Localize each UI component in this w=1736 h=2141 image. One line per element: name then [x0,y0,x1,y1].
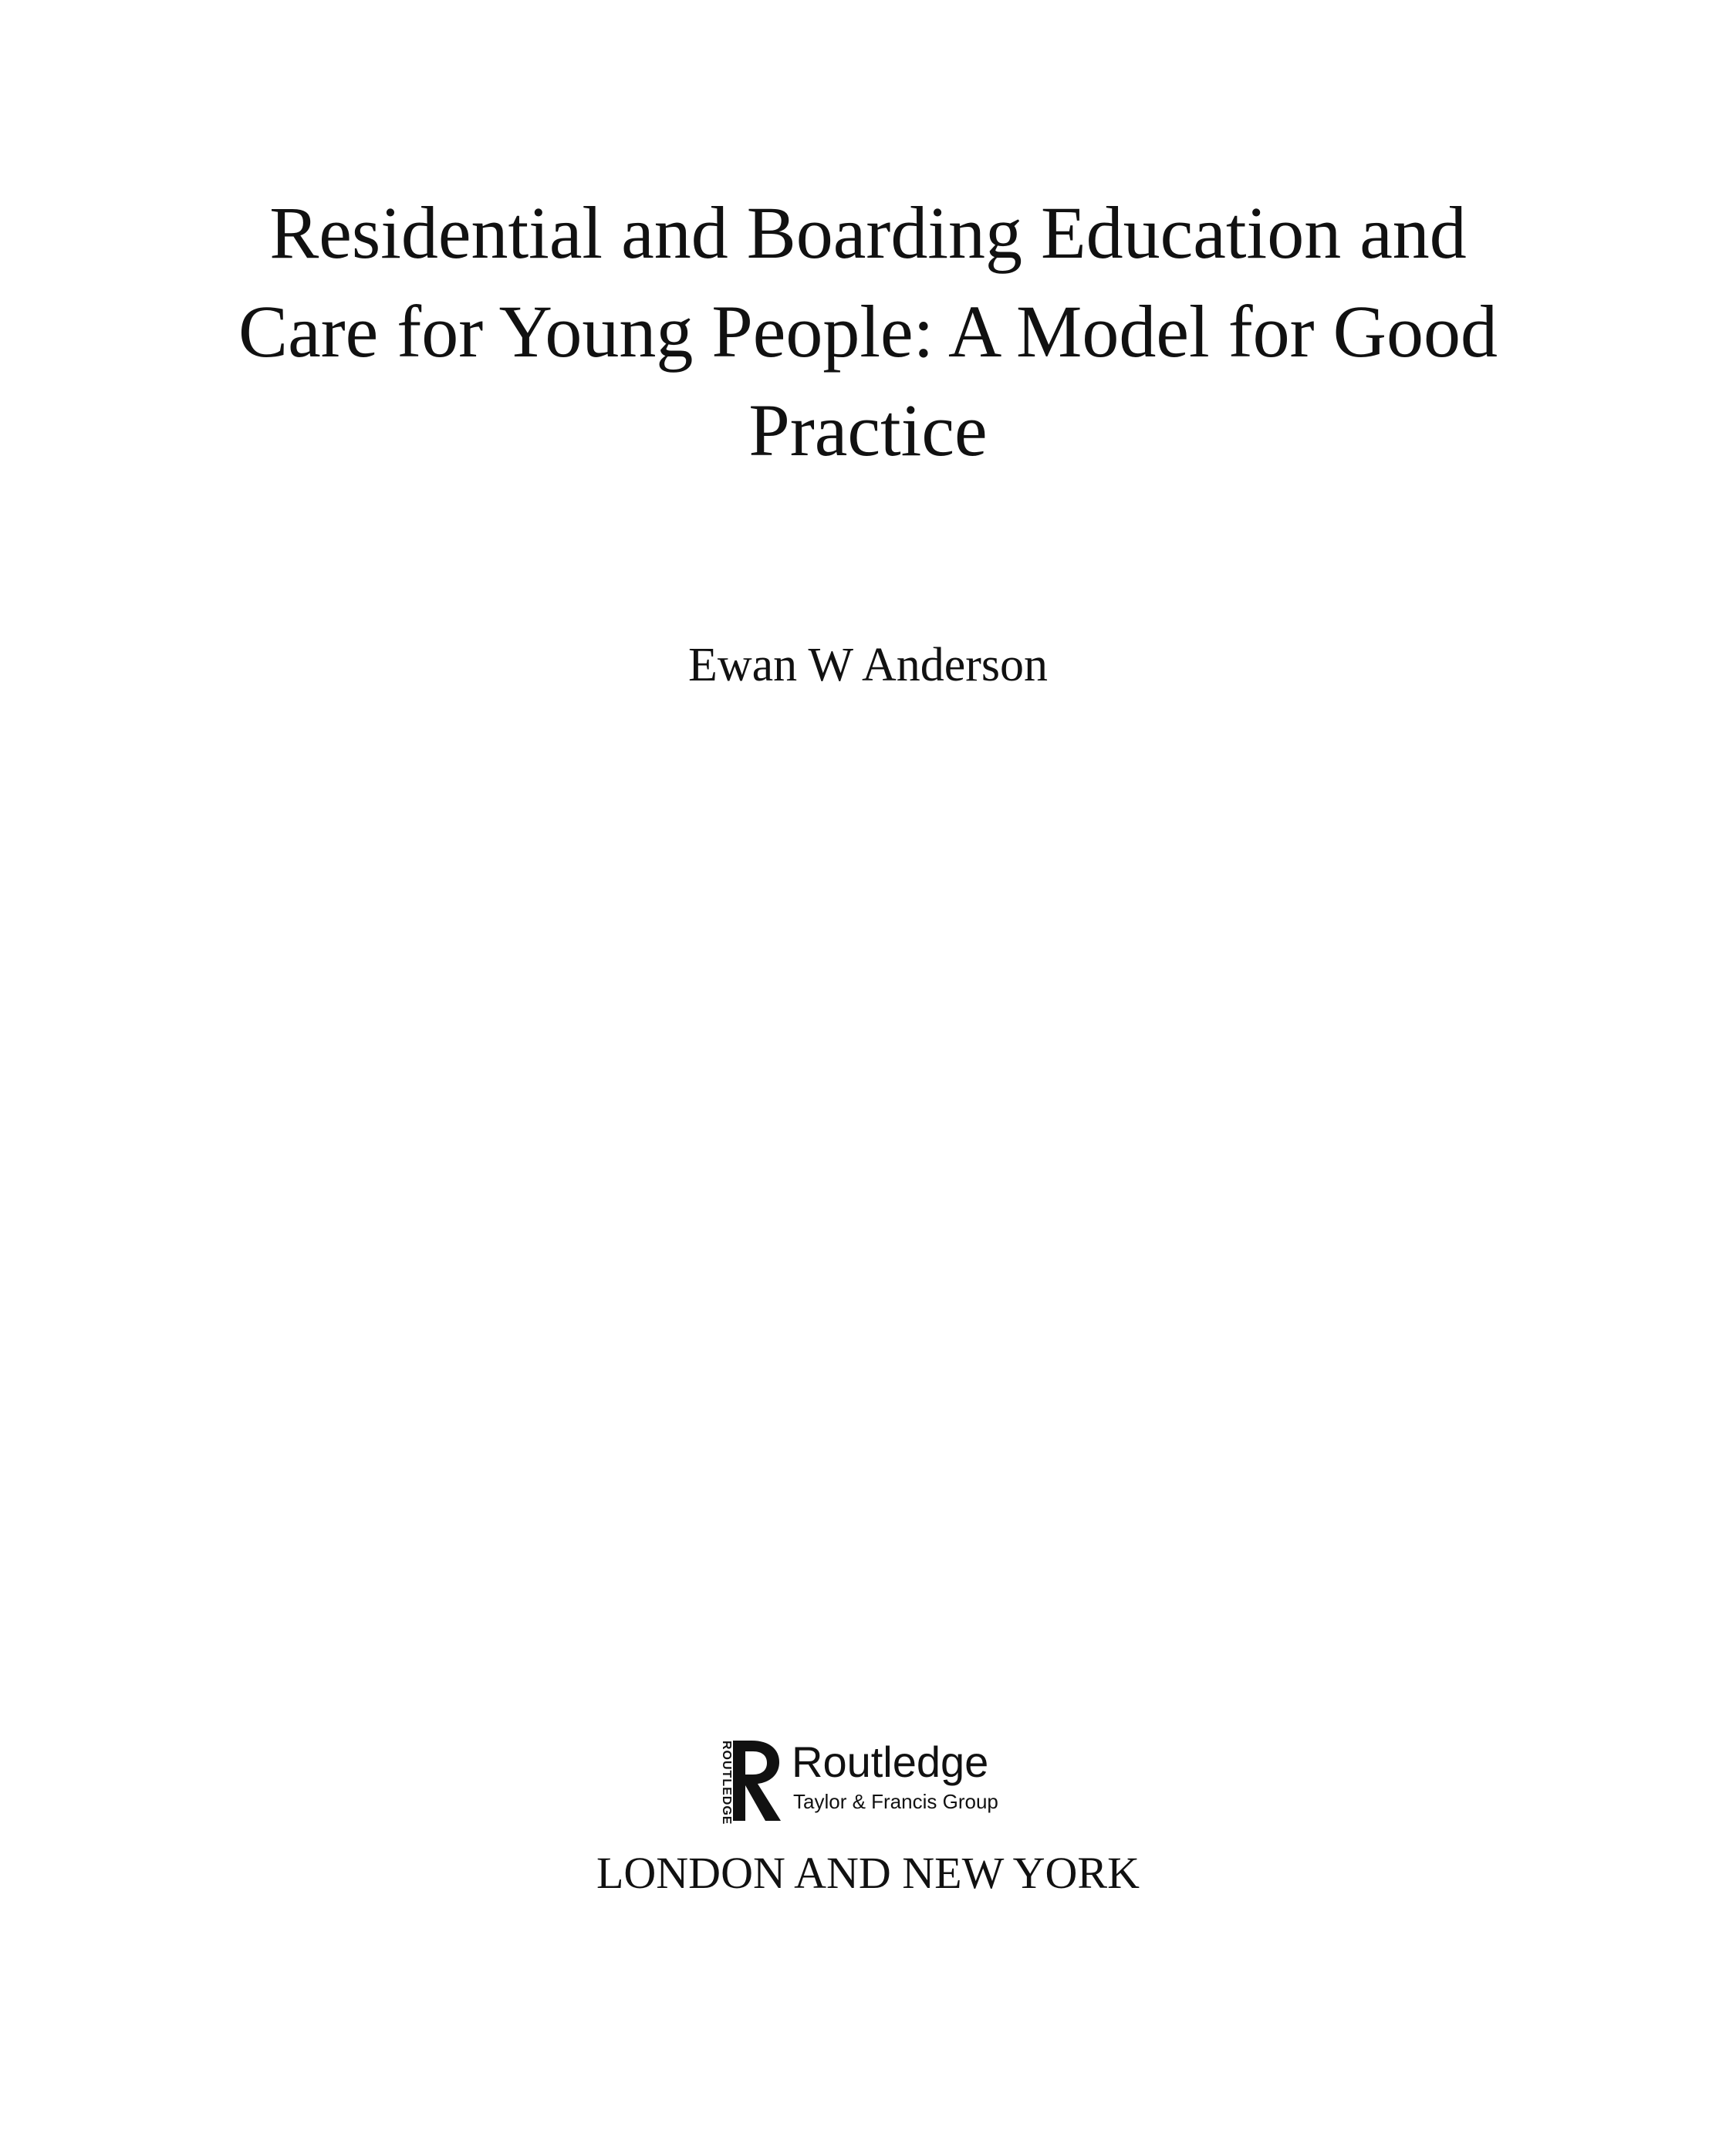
routledge-r-icon [730,1737,787,1824]
title-line-3: Practice [748,389,988,471]
title-line-2: Care for Young People: A Model for Good [238,290,1498,373]
publisher-name: Routledge [792,1737,989,1786]
logo-side-text: ROUTLEDGE [720,1741,733,1825]
publisher-group: Taylor & Francis Group [793,1790,998,1813]
title-line-1: Residential and Boarding Education and [269,191,1467,274]
publication-place: LONDON AND NEW YORK [596,1848,1140,1898]
publisher-logo [716,1734,1025,1827]
author-name: Ewan W Anderson [687,639,1049,691]
book-title [0,184,1736,480]
